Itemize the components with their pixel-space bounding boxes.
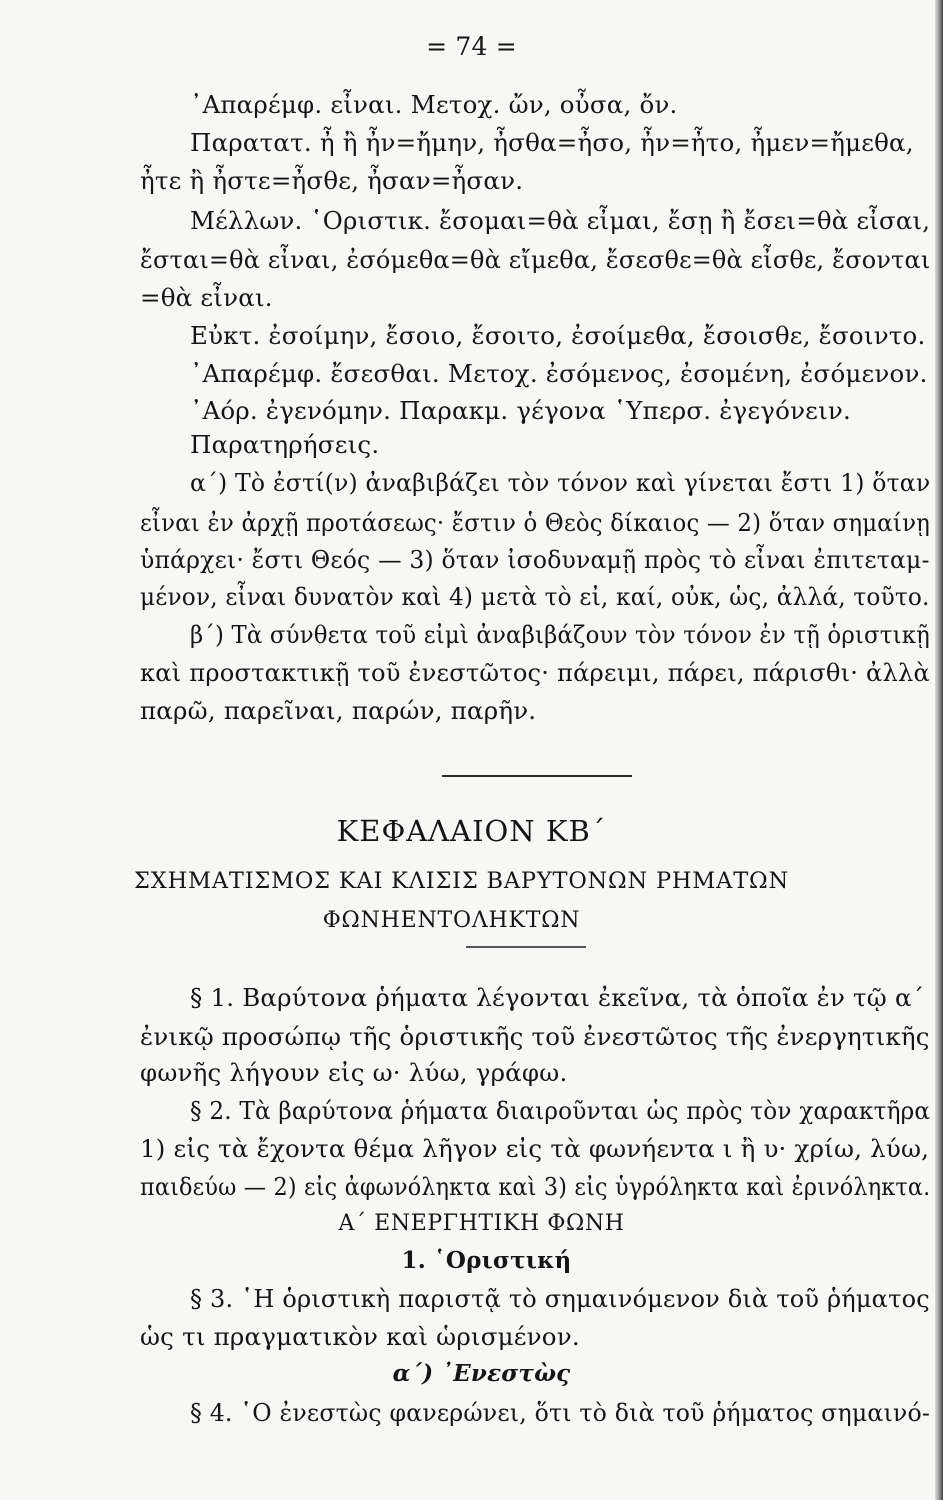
chapter-subtitle: ΦΩΝΗΕΝΤΟΛΗΚΤΩΝ [322,908,581,933]
text-line: β΄) Τὰ σύνθετα τοῦ εἰμὶ ἀναβιβάζουν τὸν τόνον ἐν τῇ ὁριστικῇ [190,620,931,649]
subsubsection-heading: α΄) ᾽Ενεστὼς [392,1360,571,1387]
chapter-subtitle: ΣΧΗΜΑΤΙΣΜΟΣ ΚΑΙ ΚΛΙΣΙΣ ΒΑΡΥΤΟΝΩΝ ΡΗΜΑΤΩΝ [134,868,789,894]
text-line: παρῶ, παρεῖναι, παρών, παρῆν. [140,696,537,725]
text-line: ᾽Αόρ. ἐγενόμην. Παρακμ. γέγονα ῾Υπερσ. ἐγεγόνειν. [190,396,851,425]
text-line: =θὰ εἶναι. [140,283,273,312]
paragraph-line: § 3. ῾Η ὁριστικὴ παριστᾷ τὸ σημαινόμενον διὰ τοῦ ῥήματος [190,1284,930,1313]
paragraph-line: φωνῆς λήγουν εἰς ω· λύω, γράφω. [140,1058,568,1087]
title-underline [466,946,586,948]
paragraph-line: § 1. Βαρύτονα ῥήματα λέγονται ἐκεῖνα, τὰ ὁποῖα ἐν τῷ α΄ [190,983,925,1012]
text-line: Παρατηρήσεις. [190,430,380,459]
page-number: = 74 = [426,32,517,61]
paragraph-line: § 2. Τὰ βαρύτονα ῥήματα διαιροῦνται ὡς πρὸς τὸν χαρακτῆρα [190,1096,931,1125]
text-line: ἦτε ἢ ἦστε=ἦσθε, ἦσαν=ἦσαν. [140,166,524,195]
paragraph-line: παιδεύω — 2) εἰς ἀφωνόληκτα καὶ 3) εἰς ὑγρόληκτα καὶ ἐρινόληκτα. [140,1172,931,1201]
paragraph-line: § 4. ῾Ο ἐνεστὼς φανερώνει, ὅτι τὸ διὰ τοῦ ῥήματος σημαινό- [190,1398,931,1427]
section-heading: Α΄ ΕΝΕΡΓΗΤΙΚΗ ΦΩΝΗ [338,1211,625,1236]
text-line: ᾽Απαρέμφ. εἶναι. Μετοχ. ὤν, οὖσα, ὄν. [190,90,678,119]
text-line: Μέλλων. ῾Οριστικ. ἔσομαι=θὰ εἶμαι, ἔσῃ ἢ ἔσει=θὰ εἶσαι, [190,206,931,235]
text-line: μένον, εἶναι δυνατὸν καὶ 4) μετὰ τὸ εἰ, καί, οὐκ, ὡς, ἀλλά, τοῦτο. [140,582,930,611]
text-line: ὑπάρχει· ἔστι Θεός — 3) ὅταν ἰσοδυναμῇ πρὸς τὸ εἶναι ἐπιτεταμ- [140,545,930,574]
text-line: Εὐκτ. ἐσοίμην, ἔσοιο, ἔσοιτο, ἐσοίμεθα, ἔσοισθε, ἔσοιντο. [190,321,926,350]
text-line: α΄) Τὸ ἐστί(ν) ἀναβιβάζει τὸν τόνον καὶ γίνεται ἔστι 1) ὅταν [190,468,931,497]
section-divider [442,775,632,777]
paragraph-line: ἐνικῷ προσώπῳ τῆς ὁριστικῆς τοῦ ἐνεστῶτος τῆς ἐνεργητικῆς [140,1022,930,1051]
paragraph-line: 1) εἰς τὰ ἔχοντα θέμα λῆγον εἰς τὰ φωνήεντα ι ἢ υ· χρίω, λύω, [140,1134,930,1163]
subsection-heading: 1. ῾Οριστική [401,1247,572,1274]
text-line: Παρατατ. ἦ ἢ ἦν=ἤμην, ἦσθα=ἦσο, ἦν=ἦτο, ἦμεν=ἤμεθα, [190,128,914,157]
text-line: ᾽Απαρέμφ. ἔσεσθαι. Μετοχ. ἐσόμενος, ἐσομένη, ἐσόμενον. [190,359,928,388]
chapter-title: ΚΕΦΑΛΑΙΟΝ ΚΒ΄ [336,814,607,848]
text-line: ἔσται=θὰ εἶναι, ἐσόμεθα=θὰ εἴμεθα, ἔσεσθε=θὰ εἶσθε, ἔσονται [140,245,931,274]
text-line: καὶ προστακτικῇ τοῦ ἐνεστῶτος· πάρειμι, πάρει, πάρισθι· ἀλλὰ [140,658,930,687]
text-line: εἶναι ἐν ἀρχῇ προτάσεως· ἔστιν ὁ Θεὸς δίκαιος — 2) ὅταν σημαίνῃ [140,508,931,537]
paragraph-line: ὡς τι πραγματικὸν καὶ ὡρισμένον. [140,1322,580,1351]
